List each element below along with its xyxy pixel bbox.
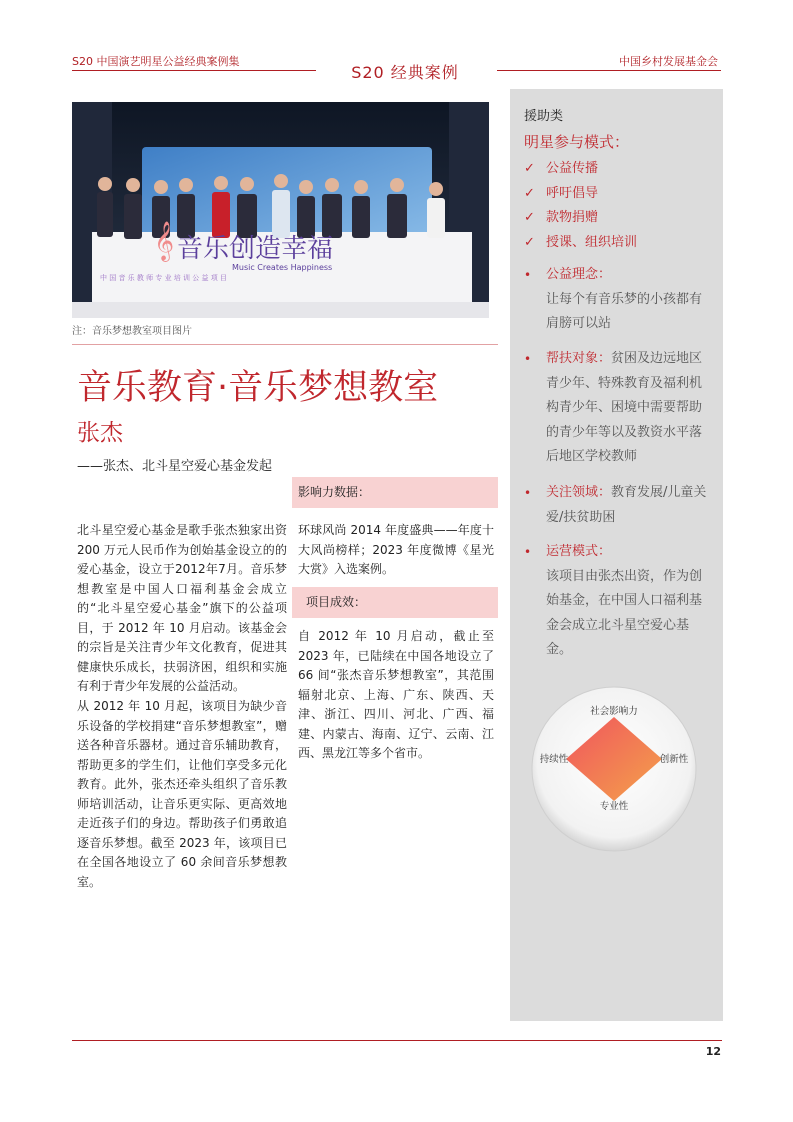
diagram-label-bottom: 专业性 xyxy=(599,801,629,812)
diagram-label-left: 持续性 xyxy=(539,754,569,765)
target-bullet xyxy=(524,347,714,470)
evaluation-diagram xyxy=(530,685,698,853)
concept-text: 让每个有音乐梦的小孩都有肩膀可以站 xyxy=(546,291,703,331)
header-left-title: S20 中国演艺明星公益经典案例集 xyxy=(72,55,240,68)
mode-item: ✓ 授课、组织培训 xyxy=(524,235,638,250)
ops-bullet xyxy=(524,540,714,663)
stage-slogan-en: Music Creates Happiness xyxy=(232,263,333,272)
diagram-label-top: 社会影响力 xyxy=(590,706,638,717)
focus-bullet xyxy=(524,481,714,530)
concept-label: 公益理念： xyxy=(546,267,612,282)
ops-text: 该项目由张杰出资，作为创始基金，在中国人口福利基金会成立北斗星空爱心基金。 xyxy=(546,568,703,657)
header-right-title: 中国乡村发展基金会 xyxy=(619,55,718,68)
header-right-rule xyxy=(497,70,721,71)
article-star-name: 张杰 xyxy=(77,420,123,446)
body-paragraph-1: 北斗星空爱心基金是歌手张杰独家出资 200 万元人民币作为创始基金设立的的爱心基金，设立于2012年7月。音乐梦想教室是中国人口福利基金会成立的“北斗星空爱心基金”旗下的公益项目，于 2012 年 10 月启动。该基金会的宗旨是关注青少年文化教育，促进其健康快乐成长，扶弱济困，组织和实施有利于青少年发展的公益活动。 xyxy=(77,523,287,693)
results-label: 项目成效： xyxy=(292,587,498,618)
target-label: 帮扶对象： xyxy=(546,351,612,366)
sidebar-mode-title: 明星参与模式： xyxy=(524,133,630,151)
bullet-icon: • xyxy=(524,268,532,282)
impact-label: 影响力数据： xyxy=(292,477,498,508)
page-number: 12 xyxy=(705,1045,721,1058)
article-title: 音乐教育·音乐梦想教室 xyxy=(77,368,439,408)
ops-label: 运营模式： xyxy=(546,544,612,559)
impact-text: 环球风尚 2014 年度盛典——年度十大风尚榜样；2023 年度微博《星光大赏》入选案例。 xyxy=(298,523,494,576)
header-center-title: S20 经典案例 xyxy=(351,63,459,82)
concept-bullet xyxy=(524,263,714,337)
check-icon: ✓ xyxy=(524,210,535,225)
mode-item: ✓ 公益传播 xyxy=(524,161,599,176)
check-icon: ✓ xyxy=(524,235,535,250)
mode-item: ✓ 款物捐赠 xyxy=(524,210,599,225)
bullet-icon: • xyxy=(524,352,532,366)
header-left-rule xyxy=(72,70,316,71)
info-sidebar xyxy=(510,89,723,1021)
check-icon: ✓ xyxy=(524,161,535,176)
treble-clef-icon: 𝄞 xyxy=(154,221,175,261)
focus-label: 关注领域： xyxy=(546,485,612,500)
target-text: 贫困及边远地区青少年、特殊教育及福利机构青少年、困境中需要帮助的青少年等以及教资水平落后地区学校教师 xyxy=(546,351,703,464)
photo-caption: 注：音乐梦想教室项目图片 xyxy=(72,326,192,337)
caption-rule xyxy=(72,344,498,345)
article-byline: ——张杰、北斗星空爱心基金发起 xyxy=(77,459,273,474)
bullet-icon: • xyxy=(524,486,532,500)
stage-slogan: 音乐创造幸福 xyxy=(177,234,334,264)
event-photo xyxy=(72,102,489,318)
footer-rule xyxy=(72,1040,722,1041)
body-paragraph-2: 从 2012 年 10 月起，该项目为缺少音乐设备的学校捐建“音乐梦想教室”，赠送各种音乐器材。通过音乐辅助教育，帮助更多的学生们，让他们享受多元化教育。此外，张杰还牵头组织了音乐教师培训活动，让音乐更实际、更高效地走近孩子们的身边。帮助孩子们勇敢追逐音乐梦想。截至 2023 年，该项目已在全国各地设立了 60 余间音乐梦想教室。 xyxy=(77,699,287,889)
bullet-icon: • xyxy=(524,545,532,559)
check-icon: ✓ xyxy=(524,186,535,201)
results-text: 自 2012 年 10 月启动，截止至 2023 年，已陆续在中国各地设立了 66 间“张杰音乐梦想教室”，其范围辐射北京、上海、广东、陕西、天津、浙江、四川、河北、广西、福建、内蒙古、海南、辽宁、云南、江西、黑龙江等多个省市。 xyxy=(298,629,494,760)
sidebar-category: 援助类 xyxy=(524,109,564,124)
diagram-label-right: 创新性 xyxy=(659,754,689,765)
mode-item: ✓ 呼吁倡导 xyxy=(524,186,599,201)
stage-subtext: 中 国 音 乐 教 师 专 业 培 训 公 益 项 目 xyxy=(100,274,227,282)
focus-text: 教育发展/儿童关爱/扶贫助困 xyxy=(546,485,707,525)
